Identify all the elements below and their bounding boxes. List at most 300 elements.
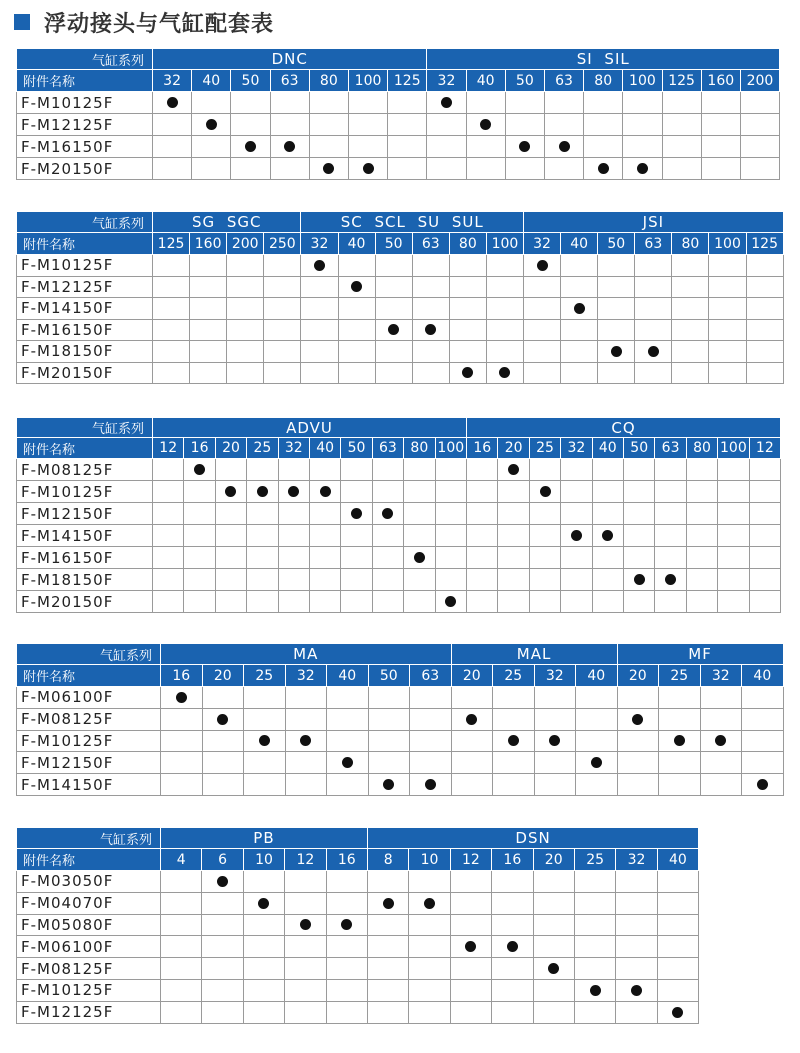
compat-cell [657, 914, 698, 936]
compat-cell [404, 547, 435, 569]
compat-cell [493, 687, 535, 709]
series-group-header: MA [161, 644, 452, 665]
series-corner-label: 气缸系列 [17, 212, 153, 233]
compat-cell [498, 547, 529, 569]
compat-cell [576, 752, 618, 774]
table-row [17, 92, 780, 114]
compat-cell [285, 979, 326, 1001]
compat-cell [561, 459, 592, 481]
compat-cell [278, 503, 309, 525]
compat-cell [231, 136, 270, 158]
part-number: F-M08125F [17, 708, 161, 730]
compat-cell [700, 774, 742, 796]
compat-cell [450, 892, 491, 914]
compat-dot-icon [320, 486, 331, 497]
compat-cell [412, 319, 449, 341]
compat-dot-icon [388, 324, 399, 335]
compat-cell [301, 276, 338, 298]
compat-cell [301, 341, 338, 363]
series-corner-label: 气缸系列 [17, 49, 153, 70]
compat-cell [659, 708, 701, 730]
compat-cell [410, 687, 452, 709]
bore-size-header-row [17, 665, 784, 687]
compat-cell [624, 459, 655, 481]
compat-dot-icon [637, 163, 648, 174]
compat-cell [341, 481, 372, 503]
part-number: F-M18150F [17, 341, 153, 363]
compat-cell [278, 481, 309, 503]
compat-cell [598, 276, 635, 298]
table-row [17, 914, 699, 936]
table-row [17, 979, 699, 1001]
part-number: F-M05080F [17, 914, 161, 936]
compat-cell [375, 255, 412, 277]
compat-cell [749, 569, 781, 591]
compat-cell [368, 708, 410, 730]
compat-cell [524, 298, 561, 320]
compat-cell [486, 298, 523, 320]
compat-cell [493, 708, 535, 730]
compat-cell [561, 341, 598, 363]
bore-size-header: 40 [592, 438, 623, 459]
bore-size-header: 100 [348, 70, 387, 92]
compat-cell [635, 362, 672, 384]
compat-cell [561, 276, 598, 298]
compat-cell [372, 547, 403, 569]
compat-cell [486, 255, 523, 277]
part-name-corner-label: 附件名称 [17, 70, 153, 92]
bore-size-header: 20 [617, 665, 659, 687]
compat-dot-icon [462, 367, 473, 378]
compat-cell [264, 276, 301, 298]
compat-cell [285, 687, 327, 709]
compat-cell [285, 774, 327, 796]
compat-cell [533, 892, 574, 914]
compat-cell [700, 708, 742, 730]
compat-cell [412, 255, 449, 277]
bore-size-header: 200 [227, 233, 264, 255]
compat-cell [278, 525, 309, 547]
compat-cell [498, 525, 529, 547]
compat-cell [449, 319, 486, 341]
compat-cell [561, 298, 598, 320]
compat-cell [740, 158, 779, 180]
compat-cell [243, 936, 284, 958]
compat-cell [301, 319, 338, 341]
compat-dot-icon [258, 898, 269, 909]
compat-cell [410, 708, 452, 730]
series-group-header: ADVU [153, 418, 467, 438]
part-number: F-M10125F [17, 481, 153, 503]
compat-cell [450, 914, 491, 936]
compat-cell [529, 591, 560, 613]
compat-cell [498, 591, 529, 613]
compat-cell [202, 958, 243, 980]
part-name-corner-label: 附件名称 [17, 438, 153, 459]
bore-size-header: 25 [659, 665, 701, 687]
compat-cell [718, 569, 749, 591]
compat-cell [285, 708, 327, 730]
part-name-corner-label: 附件名称 [17, 233, 153, 255]
compat-cell [544, 158, 583, 180]
compat-cell [709, 319, 746, 341]
compat-cell [184, 481, 215, 503]
compat-cell [341, 459, 372, 481]
compat-cell [161, 774, 203, 796]
compat-cell [616, 871, 657, 893]
compat-cell [367, 979, 408, 1001]
compat-cell [505, 136, 544, 158]
table-row [17, 936, 699, 958]
compat-cell [662, 136, 701, 158]
bore-size-header-row [17, 233, 784, 255]
compat-cell [505, 158, 544, 180]
compat-cell [247, 591, 278, 613]
compat-dot-icon [351, 281, 362, 292]
compat-cell [657, 936, 698, 958]
compat-cell [450, 979, 491, 1001]
compat-cell [746, 298, 783, 320]
compat-cell [635, 276, 672, 298]
compat-cell [309, 136, 348, 158]
part-number: F-M08125F [17, 459, 153, 481]
compat-dot-icon [314, 260, 325, 271]
compat-cell [701, 136, 740, 158]
compat-dot-icon [363, 163, 374, 174]
compat-cell [576, 730, 618, 752]
compat-dot-icon [425, 324, 436, 335]
matching-table-2 [16, 211, 784, 384]
bore-size-header: 25 [247, 438, 278, 459]
compat-cell [153, 276, 190, 298]
compat-cell [264, 341, 301, 363]
compat-dot-icon [342, 757, 353, 768]
compat-cell [718, 503, 749, 525]
table-row [17, 547, 781, 569]
compat-cell [635, 298, 672, 320]
compat-cell [327, 752, 369, 774]
compat-dot-icon [631, 985, 642, 996]
compat-cell [243, 892, 284, 914]
compat-cell [659, 752, 701, 774]
compat-cell [576, 687, 618, 709]
bore-size-header: 40 [561, 233, 598, 255]
series-group-header: SG SGC [153, 212, 301, 233]
part-number: F-M06100F [17, 687, 161, 709]
compat-dot-icon [559, 141, 570, 152]
compat-cell [533, 958, 574, 980]
compat-cell [227, 298, 264, 320]
compat-cell [742, 708, 784, 730]
compat-cell [404, 503, 435, 525]
bore-size-header: 40 [309, 438, 340, 459]
bore-size-header-row [17, 438, 781, 459]
compat-cell [278, 569, 309, 591]
compat-cell [309, 503, 340, 525]
compat-cell [247, 459, 278, 481]
compat-dot-icon [259, 735, 270, 746]
table-row [17, 1001, 699, 1023]
compat-cell [574, 914, 615, 936]
compat-cell [184, 569, 215, 591]
bore-size-header: 40 [657, 849, 698, 871]
table-row [17, 708, 784, 730]
compat-cell [243, 958, 284, 980]
compat-cell [623, 92, 662, 114]
compat-cell [435, 503, 467, 525]
compat-cell [338, 298, 375, 320]
table-row [17, 730, 784, 752]
bore-size-header: 6 [202, 849, 243, 871]
bore-size-header: 125 [746, 233, 783, 255]
compat-cell [505, 92, 544, 114]
compat-cell [192, 92, 231, 114]
compat-cell [409, 1001, 450, 1023]
bore-size-header: 32 [700, 665, 742, 687]
bore-size-header: 16 [161, 665, 203, 687]
compat-cell [686, 459, 717, 481]
bore-size-header: 80 [686, 438, 717, 459]
bore-size-header: 63 [635, 233, 672, 255]
compat-cell [243, 979, 284, 1001]
compat-cell [161, 871, 202, 893]
compat-cell [327, 687, 369, 709]
bore-size-header: 25 [244, 665, 286, 687]
part-number: F-M16150F [17, 547, 153, 569]
bore-size-header: 32 [153, 70, 192, 92]
compat-cell [326, 871, 367, 893]
compat-cell [657, 958, 698, 980]
compat-cell [718, 525, 749, 547]
bore-size-header: 100 [486, 233, 523, 255]
compat-cell [672, 276, 709, 298]
compat-dot-icon [648, 346, 659, 357]
compat-cell [635, 319, 672, 341]
compat-cell [524, 341, 561, 363]
compat-cell [202, 687, 244, 709]
compat-cell [372, 481, 403, 503]
bore-size-header: 32 [534, 665, 576, 687]
compat-dot-icon [441, 97, 452, 108]
compat-cell [592, 459, 623, 481]
compat-dot-icon [217, 714, 228, 725]
compat-cell [435, 481, 467, 503]
compat-cell [190, 255, 227, 277]
compat-cell [184, 525, 215, 547]
matching-table-1 [16, 48, 780, 180]
compat-cell [435, 569, 467, 591]
bore-size-header: 8 [367, 849, 408, 871]
series-header-row [17, 212, 784, 233]
compat-cell [338, 255, 375, 277]
compat-cell [404, 591, 435, 613]
compat-cell [184, 503, 215, 525]
compat-cell [244, 774, 286, 796]
compat-cell [584, 114, 623, 136]
compat-cell [388, 114, 427, 136]
part-number: F-M06100F [17, 936, 161, 958]
bore-size-header: 50 [505, 70, 544, 92]
compat-cell [701, 158, 740, 180]
compat-cell [309, 569, 340, 591]
compat-cell [368, 774, 410, 796]
compat-cell [326, 958, 367, 980]
compat-cell [576, 708, 618, 730]
compat-cell [498, 481, 529, 503]
bore-size-header: 12 [450, 849, 491, 871]
compat-cell [338, 276, 375, 298]
compat-cell [561, 319, 598, 341]
compat-dot-icon [217, 876, 228, 887]
compat-cell [338, 362, 375, 384]
part-number: F-M12125F [17, 1001, 161, 1023]
bore-size-header: 32 [561, 438, 592, 459]
bore-size-header: 100 [709, 233, 746, 255]
bore-size-header: 50 [341, 438, 372, 459]
compat-dot-icon [499, 367, 510, 378]
table-row [17, 276, 784, 298]
compat-dot-icon [300, 735, 311, 746]
compat-cell [231, 114, 270, 136]
compat-cell [657, 871, 698, 893]
compat-cell [592, 503, 623, 525]
part-number: F-M14150F [17, 774, 161, 796]
compat-cell [709, 341, 746, 363]
bore-size-header: 40 [338, 233, 375, 255]
compat-dot-icon [549, 735, 560, 746]
compat-cell [412, 298, 449, 320]
compat-cell [326, 936, 367, 958]
series-group-header: CQ [467, 418, 781, 438]
compat-cell [466, 158, 505, 180]
compat-cell [574, 892, 615, 914]
bore-size-header: 63 [270, 70, 309, 92]
compat-cell [427, 136, 466, 158]
bore-size-header: 50 [598, 233, 635, 255]
bore-size-header: 80 [309, 70, 348, 92]
compat-cell [467, 481, 498, 503]
compat-cell [309, 459, 340, 481]
compat-cell [247, 547, 278, 569]
compat-cell [635, 255, 672, 277]
part-number: F-M14150F [17, 298, 153, 320]
compat-cell [466, 114, 505, 136]
compat-cell [617, 708, 659, 730]
part-number: F-M10125F [17, 255, 153, 277]
compat-dot-icon [634, 574, 645, 585]
table-row [17, 774, 784, 796]
compat-cell [309, 481, 340, 503]
compat-cell [450, 936, 491, 958]
compat-dot-icon [571, 530, 582, 541]
compat-cell [153, 503, 184, 525]
compat-cell [686, 481, 717, 503]
compat-cell [534, 708, 576, 730]
compat-cell [492, 1001, 533, 1023]
compat-cell [184, 591, 215, 613]
compat-cell [202, 914, 243, 936]
compat-cell [153, 362, 190, 384]
compat-cell [486, 341, 523, 363]
compat-cell [278, 459, 309, 481]
compat-cell [492, 871, 533, 893]
bore-size-header: 50 [231, 70, 270, 92]
compat-cell [598, 319, 635, 341]
compat-cell [655, 503, 686, 525]
compat-cell [467, 547, 498, 569]
compat-cell [486, 362, 523, 384]
compat-cell [662, 114, 701, 136]
compat-cell [584, 158, 623, 180]
compat-cell [450, 1001, 491, 1023]
compat-cell [227, 255, 264, 277]
compat-cell [467, 459, 498, 481]
compat-cell [529, 525, 560, 547]
compat-cell [700, 687, 742, 709]
compat-cell [534, 687, 576, 709]
compat-cell [662, 158, 701, 180]
compat-cell [449, 255, 486, 277]
compat-dot-icon [757, 779, 768, 790]
compat-cell [561, 481, 592, 503]
bore-size-header: 100 [623, 70, 662, 92]
compat-cell [592, 569, 623, 591]
compat-cell [215, 459, 246, 481]
series-header-row [17, 418, 781, 438]
compat-cell [561, 591, 592, 613]
compat-cell [718, 481, 749, 503]
compat-cell [215, 503, 246, 525]
compat-dot-icon [672, 1007, 683, 1018]
table-row [17, 752, 784, 774]
matching-table-4 [16, 643, 784, 796]
bore-size-header: 50 [375, 233, 412, 255]
compat-cell [450, 958, 491, 980]
compat-cell [655, 459, 686, 481]
compat-cell [498, 569, 529, 591]
table-row [17, 459, 781, 481]
compat-cell [749, 459, 781, 481]
compat-cell [486, 276, 523, 298]
table-row [17, 958, 699, 980]
compat-cell [746, 255, 783, 277]
compat-dot-icon [383, 898, 394, 909]
compat-dot-icon [507, 941, 518, 952]
bore-size-header: 200 [740, 70, 779, 92]
compat-cell [341, 569, 372, 591]
compat-cell [746, 362, 783, 384]
compat-cell [404, 569, 435, 591]
compat-cell [153, 459, 184, 481]
compat-cell [285, 936, 326, 958]
compat-cell [449, 276, 486, 298]
compat-cell [247, 569, 278, 591]
compat-cell [467, 569, 498, 591]
series-group-header: SI SIL [427, 49, 780, 70]
compat-cell [574, 958, 615, 980]
compat-cell [285, 1001, 326, 1023]
table-row [17, 892, 699, 914]
bore-size-header: 20 [451, 665, 493, 687]
compat-cell [270, 114, 309, 136]
table-row [17, 114, 780, 136]
compat-cell [409, 892, 450, 914]
compat-cell [616, 914, 657, 936]
compat-cell [202, 979, 243, 1001]
compat-cell [449, 298, 486, 320]
series-group-header: SC SCL SU SUL [301, 212, 524, 233]
compat-cell [190, 341, 227, 363]
